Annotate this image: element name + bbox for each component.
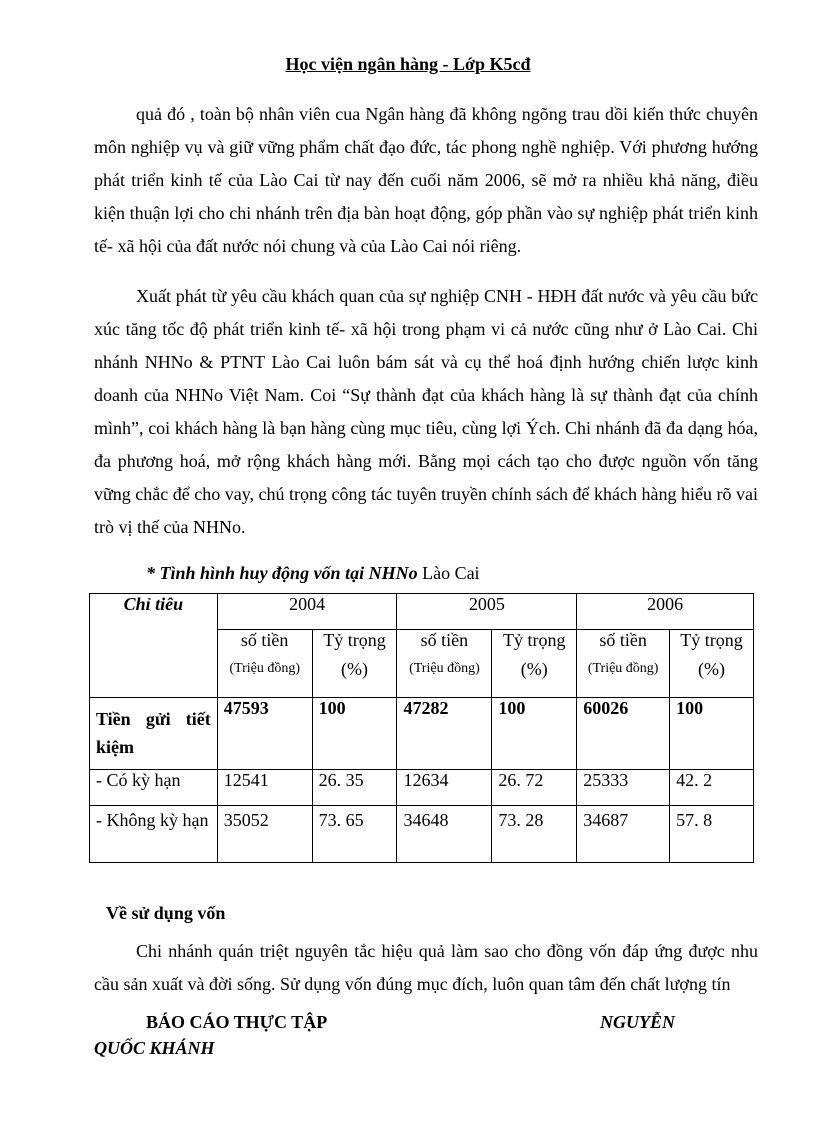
table-cell: 35052 (217, 806, 312, 863)
year-header-2004: 2004 (217, 594, 397, 630)
unit-label: (Triệu đồng) (409, 661, 480, 676)
footer-author-rest: QUỐC KHÁNH (94, 1038, 215, 1058)
amount-label: số tiền (420, 630, 469, 650)
row-label: - Có kỳ hạn (90, 770, 218, 806)
year-header-2006: 2006 (577, 594, 754, 630)
table-cell: 47282 (397, 698, 492, 770)
amount-header (397, 630, 492, 698)
amount-header (577, 630, 670, 698)
ratio-label: Tỷ trọng (503, 630, 566, 650)
row-label: - Không kỳ hạn (90, 806, 218, 863)
pct-label: (%) (520, 659, 548, 679)
paragraph-2: Xuất phát từ yêu cầu khách quan của sự nghiệp CNH - HĐH đất nước và yêu cầu bức xúc tăng tốc độ phát triển kinh tế- xã hội trong phạm vi cả nước cũng như ở Lào Cai. Chi nhánh NHNo & PTNT Lào Cai luôn bám sát và cụ thể hoá định hướng chiến lược kinh doanh của NHNo Việt Nam. Coi “Sự thành đạt của khách hàng là sự thành đạt của chính mình”, coi khách hàng là bạn hàng cùng mục tiêu, cùng lợi Ých. Chi nhánh đã đa dạng hóa, đa phương hoá, mở rộng khách hàng mới. Bằng mọi cách tạo cho được nguồn vốn tăng vững chắc để cho vay, chú trọng công tác tuyên truyền chính sách để khách hàng hiểu rõ vai trò vị thế của NHNo. (94, 286, 758, 537)
footer-report-title: BÁO CÁO THỰC TẬP (146, 1012, 328, 1032)
table-row (90, 806, 754, 863)
ratio-header (312, 630, 397, 698)
table-caption-plain: Lào Cai (417, 563, 480, 583)
indicator-header: Chỉ tiêu (90, 594, 218, 698)
ratio-header (670, 630, 754, 698)
amount-label: số tiền (240, 630, 289, 650)
table-cell: 34687 (577, 806, 670, 863)
table-cell: 12634 (397, 770, 492, 806)
paragraph-3: Chi nhánh quán triệt nguyên tắc hiệu quả làm sao cho đồng vốn đáp ứng được nhu cầu sản xuất và đời sống. Sử dụng vốn đúng mục đích, luôn quan tâm đến chất lượng tín (94, 941, 758, 994)
row-label: Tiền gửi tiết kiệm (90, 698, 218, 770)
footer-author-first: NGUYỄN (600, 1012, 675, 1032)
header-title: Học viện ngân hàng - Lớp K5cđ (285, 54, 531, 74)
ratio-label: Tỷ trọng (323, 630, 386, 650)
table-cell: 47593 (217, 698, 312, 770)
page-header (0, 54, 816, 75)
year-header-2005: 2005 (397, 594, 577, 630)
section-title: Về sử dụng vốn (106, 903, 226, 923)
table-cell: 100 (492, 698, 577, 770)
pct-label: (%) (698, 659, 726, 679)
table-cell: 12541 (217, 770, 312, 806)
table-header-row (90, 594, 754, 630)
table-caption-bold: * Tình hình huy động vốn tại NHNo (146, 563, 418, 583)
table-row (90, 770, 754, 806)
table-cell: 60026 (577, 698, 670, 770)
table-caption (146, 563, 480, 584)
unit-label: (Triệu đồng) (587, 661, 659, 676)
amount-header (217, 630, 312, 698)
pct-label: (%) (341, 659, 369, 679)
capital-mobilization-table (89, 593, 754, 863)
table-cell: 25333 (577, 770, 670, 806)
table-cell: 42. 2 (670, 770, 754, 806)
amount-label: số tiền (599, 630, 647, 650)
ratio-header (492, 630, 577, 698)
table-cell: 73. 28 (492, 806, 577, 863)
table-row (90, 698, 754, 770)
table-cell: 34648 (397, 806, 492, 863)
unit-label: (Triệu đồng) (229, 661, 300, 676)
ratio-label: Tỷ trọng (680, 630, 743, 650)
table-cell: 100 (312, 698, 397, 770)
table-cell: 100 (670, 698, 754, 770)
table-cell: 73. 65 (312, 806, 397, 863)
paragraph-1: quả đó , toàn bộ nhân viên cua Ngân hàng đã không ngõng trau dồi kiến thức chuyên môn nghiệp vụ và giữ vững phẩm chất đạo đức, tác phong nghề nghiệp. Với phương hướng phát triển kinh tế của Lào Cai từ nay đến cuối năm 2006, sẽ mở ra nhiều khả năng, điều kiện thuận lợi cho chi nhánh trên địa bàn hoạt động, góp phần vào sự nghiệp phát triển kinh tế- xã hội của đất nước nói chung và của Lào Cai nói riêng. (94, 104, 758, 256)
table-cell: 57. 8 (670, 806, 754, 863)
table-cell: 26. 35 (312, 770, 397, 806)
table-cell: 26. 72 (492, 770, 577, 806)
